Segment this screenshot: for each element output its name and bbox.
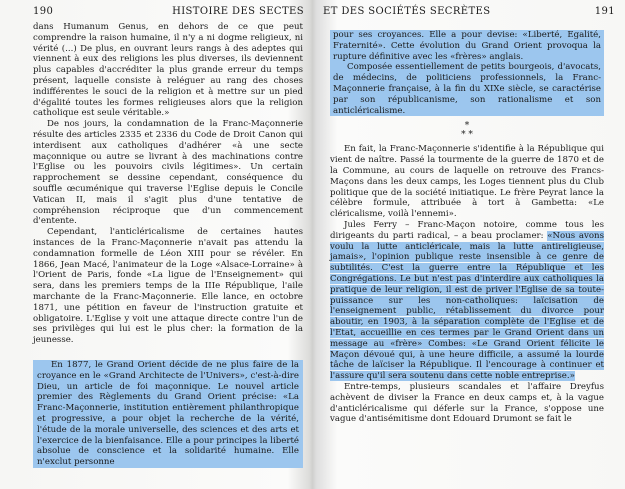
right-highlighted-paragraph: Composée essentiellement de petits bourgeois, d'avocats, de médecins, de politiciens professionnels, la Franc-Maçonnerie française, à la fin du XIXe siècle, se caractérise par son républicanisme, son rationalisme et son anticléricalisme.: [333, 62, 601, 116]
left-paragraph-2: De nos jours, la condamnation de la Franc-Maçonnerie résulte des articles 2335 et 2336 du Code de Droit Canon qui interdisent aux catholiques d'adhérer «à une secte maçonnique ou autre se livrant à des machinations contre l'Eglise ou les pouvoirs civils légitimes». Un certain rapprochement se dessine cependant, conséquence du souffle œcuménique qui traverse l'Eglise depuis le Concile Vatican II, mais il s'agit plus d'une tentative de compréhension réciproque que d'un commencement d'entente.: [33, 119, 303, 227]
left-paragraph-3: Cependant, l'anticléricalisme de certaines hautes instances de la Franc-Maçonnerie n'avait pas attendu la condamnation formelle de Léon XIII pour se révéler. En 1866, Jean Macé, l'animateur de la Loge «Alsace-Lorraine» à l'Orient de Paris, fonde «La ligue de l'Enseignement» qui sera, dans les premiers temps de la IIIe République, l'aile marchante de la Franc-Maçonnerie. Elle lance, en octobre 1871, une pétition en faveur de l'instruction gratuite et obligatoire. L'Eglise y voit une attaque directe contre l'un de ses privilèges qui lui est le plus cher: la formation de la jeunesse.: [33, 227, 303, 346]
right-page: [313, 0, 625, 489]
right-highlighted-block: [330, 30, 604, 116]
right-running-head: ET DES SOCIÉTÉS SECRÈTES: [323, 6, 491, 17]
left-running-head: HISTOIRE DES SECTES: [172, 6, 304, 17]
right-highlighted-top: pour ses croyances. Elle a pour devise: «Liberté, Egalité, Fraternité». Cette évolution du Grand Orient provoqua la rupture définitive avec les «frères» anglais.: [333, 30, 601, 62]
left-paragraph-1: dans Humanum Genus, en dehors de ce que peut comprendre la raison humaine, il n'y a ni dogme religieux, ni vérité (...) De plus, en ouvrant leurs rangs à des adeptes qui viennent à eux des religions les plus diverses, ils deviennent plus capables d'accréditer la plus grande erreur du temps présent, laquelle consiste à reléguer au rang des choses indifférentes le souci de la religion et à mettre sur un pied d'égalité toutes les formes religieuses alors que la religion catholique est seule véritable.»: [33, 22, 303, 119]
right-paragraph-2-plain: Jules Ferry – Franc-Maçon notoire, comme tous les dirigeants du parti radical, – a beau proclamer:: [330, 219, 604, 241]
left-page: [0, 0, 312, 489]
right-paragraph-1: En fait, la Franc-Maçonnerie s'identifie à la République qui vient de naître. Passé la tourmente de la guerre de 1870 et de la Commune, au cours de laquelle on retrouve des Francs-Maçons dans les deux camps, les Loges tiennent plus du Club politique que de la société initiatique. Le frère Peyrat lance la célèbre formule, attribuée à tort à Gambetta: «Le cléricalisme, voilà l'ennemi».: [330, 144, 604, 220]
right-paragraph-2-highlighted: «Nous avons voulu la lutte anticléricale, mais la lutte antireligieuse, jamais», l'opinion publique reste insensible à ce genre de subtilités. C'est la guerre entre la République et les Congrégations. Le but n'est pas d'interdire aux catholiques la pratique de leur religion, il est de priver l'Eglise de sa toute-puissance sur les non-catholiques: laïcisation de l'enseignement public, rétablissement du divorce pour aboutir, en 1903, à la séparation complète de l'Eglise et de l'Etat, accueillie en ces termes par le Grand Orient dans un message au «frère» Combes: «Le Grand Orient félicite le Maçon dévoué qui, à une heure difficile, a assumé la lourde tâche de laïciser la République. Il l'encourage à continuer et l'assure qu'il sera soutenu dans cette noble entreprise.»: [330, 230, 605, 382]
section-break-top: *: [464, 121, 470, 132]
left-body: [33, 22, 303, 346]
right-top-block: [330, 30, 604, 425]
left-highlighted-paragraph: [33, 360, 303, 468]
right-page-number: 191: [594, 6, 615, 17]
section-break-bottom: * *: [461, 130, 473, 141]
section-break: [330, 122, 604, 140]
right-paragraph-3: Entre-temps, plusieurs scandales et l'affaire Dreyfus achèvent de diviser la France en deux camps et, à la vague d'anticléricalisme qui déferle sur la France, s'oppose une vague d'antisémitisme dont Edouard Drumont se fait le: [330, 381, 604, 425]
right-paragraph-2: [330, 220, 604, 382]
left-header: [0, 6, 312, 20]
left-page-number: 190: [33, 6, 54, 17]
left-highlighted-text: En 1877, le Grand Orient décide de ne plus faire de la croyance en le «Grand Architecte de l'Univers», c'est-à-dire Dieu, un article de foi maçonnique. Le nouvel article premier des Règlements du Grand Orient précise: «La Franc-Maçonnerie, institution entièrement philanthropique et progressive, a pour objet la recherche de la vérité, l'étude de la morale universelle, des sciences et des arts et l'exercice de la bienfaisance. Elle a pour principes la liberté absolue de conscience et la solidarité humaine. Elle n'exclut personne: [37, 360, 299, 468]
right-header: [313, 6, 625, 20]
